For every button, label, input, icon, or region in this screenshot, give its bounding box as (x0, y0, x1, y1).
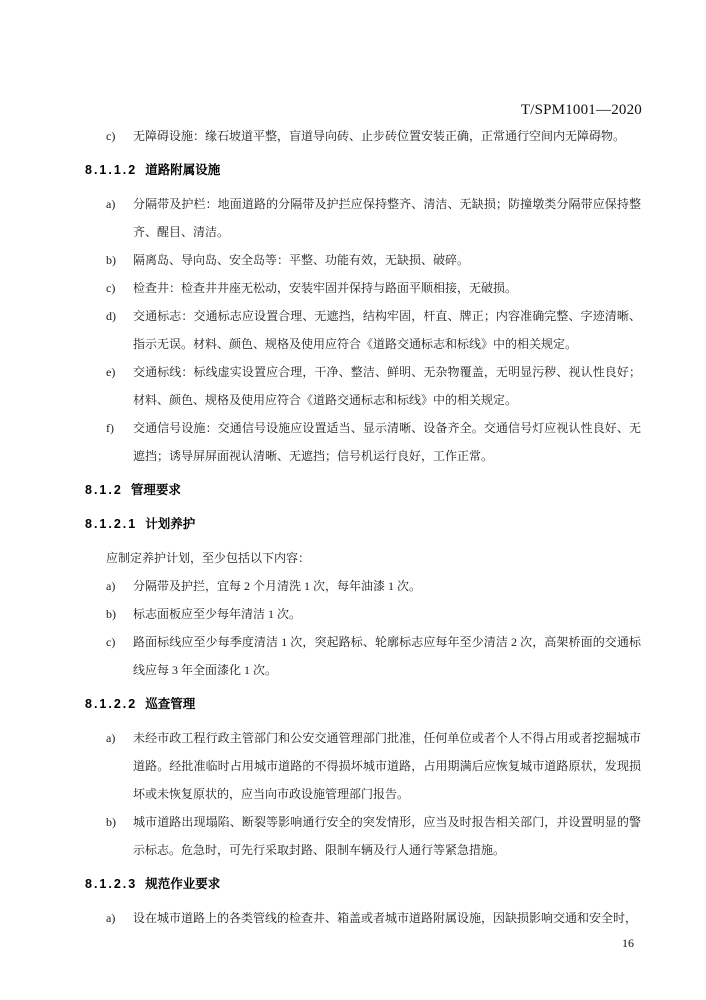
list-text: 分隔带及护栏：地面道路的分隔带及护拦应保持整齐、清洁、无缺损；防撞墩类分隔带应保持整齐、醒目、清洁。 (133, 197, 641, 239)
list-text: 隔离岛、导向岛、安全岛等：平整、功能有效，无缺损、破碎。 (133, 253, 470, 267)
list-item (85, 724, 641, 808)
section-heading (85, 510, 641, 538)
list-text: 路面标线应至少每季度清洁 1 次，突起路标、轮廓标志应每年至少清洁 2 次，高架桥面的交通标线应每 3 年全面漆化 1 次。 (133, 635, 641, 677)
list-marker: f) (106, 421, 114, 435)
list-marker: c) (106, 129, 116, 143)
list-item (85, 246, 641, 274)
list-text: 城市道路出现塌陷、断裂等影响通行安全的突发情形，应当及时报告相关部门，并设置明显的警示标志。危急时，可先行采取封路、限制车辆及行人通行等紧急措施。 (133, 815, 641, 857)
list-marker: a) (106, 579, 116, 593)
list-marker: b) (106, 607, 116, 621)
list-marker: c) (106, 635, 116, 649)
list-item (85, 358, 641, 414)
doc-code-header: T/SPM1001—2020 (520, 102, 642, 118)
list-marker: e) (106, 365, 116, 379)
list-item (85, 414, 641, 470)
list-item (85, 274, 641, 302)
heading-number: 8.1.2.2 (85, 697, 138, 711)
list-marker: b) (106, 253, 116, 267)
heading-title: 计划养护 (145, 517, 196, 531)
heading-number: 8.1.2.3 (85, 877, 138, 891)
heading-title: 巡查管理 (145, 697, 196, 711)
list-marker: a) (106, 197, 116, 211)
section-heading (85, 156, 641, 184)
list-text: 交通标志：交通标志应设置合理、无遮挡，结构牢固，杆直、牌正；内容准确完整、字迹清晰、指示无误。材料、颜色、规格及使用应符合《道路交通标志和标线》中的相关规定。 (133, 309, 641, 351)
list-item (85, 600, 641, 628)
list-marker: d) (106, 309, 116, 323)
paragraph: 应制定养护计划，至少包括以下内容： (106, 551, 311, 565)
list-text: 交通信号设施：交通信号设施应设置适当、显示清晰、设备齐全。交通信号灯应视认性良好、无遮挡；诱导屏屏面视认清晰、无遮挡；信号机运行良好，工作正常。 (133, 421, 641, 463)
list-marker: b) (106, 815, 116, 829)
heading-number: 8.1.1.2 (85, 163, 138, 177)
heading-title: 道路附属设施 (145, 163, 221, 177)
list-text: 交通标线：标线虚实设置应合理，干净、整洁、鲜明、无杂物覆盖，无明显污秽、视认性良好；材料、颜色、规格及使用应符合《道路交通标志和标线》中的相关规定。 (133, 365, 641, 407)
list-marker: a) (106, 911, 116, 925)
list-item (85, 904, 641, 932)
list-marker: a) (106, 731, 116, 745)
document-content (85, 122, 641, 932)
list-marker: c) (106, 281, 116, 295)
list-item (85, 572, 641, 600)
page-number: 16 (622, 936, 634, 950)
list-item (85, 302, 641, 358)
heading-number: 8.1.2 (85, 483, 123, 497)
list-item (85, 190, 641, 246)
list-text: 设在城市道路上的各类管线的检查井、箱盖或者城市道路附属设施，因缺损影响交通和安全时， (133, 911, 638, 925)
heading-title: 规范作业要求 (145, 877, 221, 891)
section-heading (85, 690, 641, 718)
list-text: 标志面板应至少每年清洁 1 次。 (133, 607, 302, 621)
list-text: 未经市政工程行政主管部门和公安交通管理部门批准，任何单位或者个人不得占用或者挖掘城市道路。经批准临时占用城市道路的不得损坏城市道路，占用期满后应恢复城市道路原状，发现损坏或未恢复原状的，应当向市政设施管理部门报告。 (133, 731, 641, 801)
list-item (85, 122, 641, 150)
section-heading (85, 476, 641, 504)
list-item (85, 628, 641, 684)
list-text: 分隔带及护拦，宜每 2 个月清洗 1 次，每年油漆 1 次。 (133, 579, 422, 593)
section-heading (85, 870, 641, 898)
heading-number: 8.1.2.1 (85, 517, 138, 531)
heading-title: 管理要求 (130, 483, 181, 497)
list-text: 无障碍设施：缘石坡道平整，盲道导向砖、止步砖位置安装正确，正常通行空间内无障碍物。 (133, 129, 626, 143)
list-text: 检查井：检查井井座无松动，安装牢固并保持与路面平顺相接，无破损。 (133, 281, 518, 295)
list-item (85, 808, 641, 864)
